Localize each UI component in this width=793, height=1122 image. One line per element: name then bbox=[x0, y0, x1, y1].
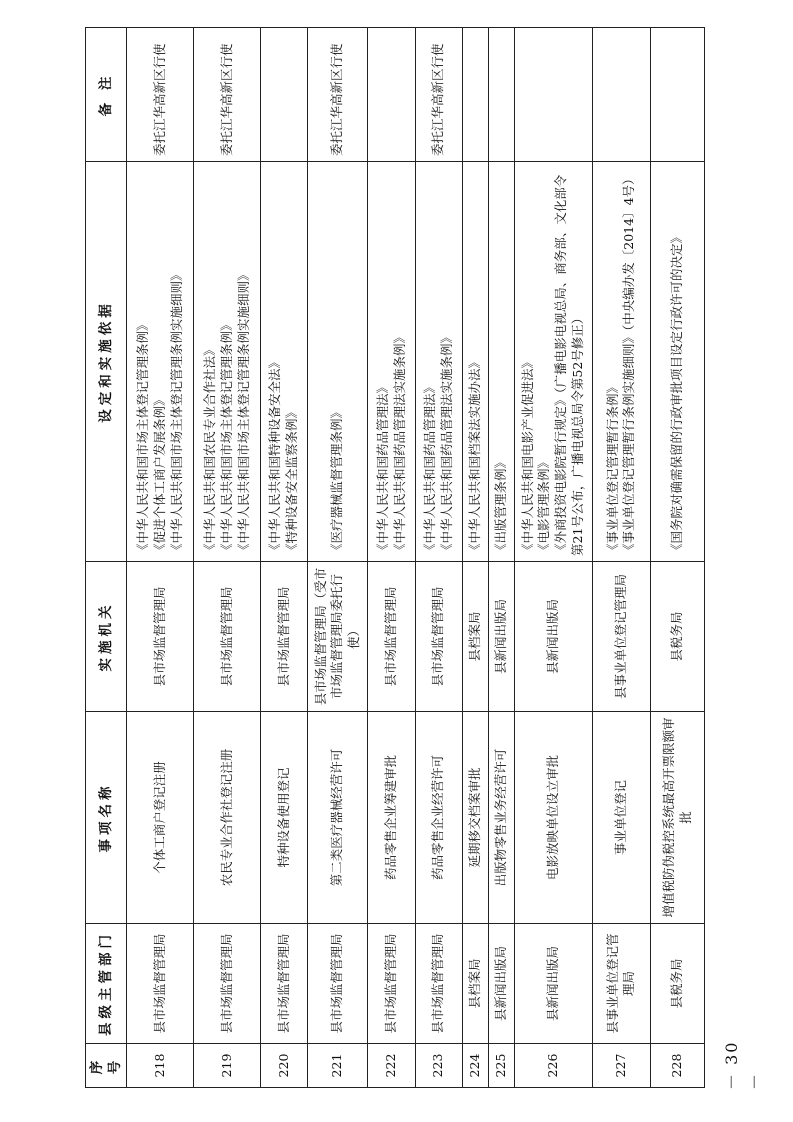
row-note bbox=[463, 28, 489, 162]
table-row bbox=[368, 28, 415, 1088]
row-basis: 《医疗器械监督管理条例》 bbox=[308, 162, 368, 562]
header-no: 序号 bbox=[86, 1044, 127, 1088]
row-number: 223 bbox=[415, 1044, 462, 1088]
row-number: 218 bbox=[127, 1044, 194, 1088]
row-number: 220 bbox=[261, 1044, 308, 1088]
row-dept: 县市场监督管理局 bbox=[308, 924, 368, 1044]
table-row bbox=[127, 28, 194, 1088]
row-agency: 县档案局 bbox=[463, 562, 489, 712]
row-number: 224 bbox=[463, 1044, 489, 1088]
row-agency: 县税务局 bbox=[651, 562, 705, 712]
row-item: 个体工商户登记注册 bbox=[127, 712, 194, 924]
table-row bbox=[592, 28, 650, 1088]
row-number: 225 bbox=[488, 1044, 514, 1088]
row-basis: 《中华人民共和国市场主体登记管理条例》 《促进个体工商户发展条例》 《中华人民共和国市场主体登记管理条例实施细则》 bbox=[127, 162, 194, 562]
row-agency: 县市场监督管理局 bbox=[368, 562, 415, 712]
table-header-row bbox=[86, 28, 127, 1088]
row-number: 222 bbox=[368, 1044, 415, 1088]
row-dept: 县市场监督管理局 bbox=[194, 924, 261, 1044]
row-dept: 县事业单位登记管理局 bbox=[592, 924, 650, 1044]
row-dept: 县市场监督管理局 bbox=[368, 924, 415, 1044]
row-item: 第二类医疗器械经营许可 bbox=[308, 712, 368, 924]
table-row bbox=[261, 28, 308, 1088]
row-agency: 县市场监督管理局 bbox=[261, 562, 308, 712]
row-basis: 《事业单位登记管理暂行条例》 《事业单位登记管理暂行条例实施细则》（中央编办发〔2014〕4号） bbox=[592, 162, 650, 562]
row-item: 增值税防伪税控系统最高开票限额审批 bbox=[651, 712, 705, 924]
rotated-table-wrapper bbox=[85, 28, 705, 1098]
row-item: 出版物零售业务经营许可 bbox=[488, 712, 514, 924]
row-note bbox=[261, 28, 308, 162]
row-dept: 县档案局 bbox=[463, 924, 489, 1044]
header-basis: 设定和实施依据 bbox=[86, 162, 127, 562]
row-agency: 县新闻出版局 bbox=[488, 562, 514, 712]
row-note: 委托江华高新区行使 bbox=[415, 28, 462, 162]
row-number: 227 bbox=[592, 1044, 650, 1088]
row-note bbox=[514, 28, 592, 162]
row-basis: 《中华人民共和国档案法实施办法》 bbox=[463, 162, 489, 562]
table-row bbox=[415, 28, 462, 1088]
row-item: 农民专业合作社登记注册 bbox=[194, 712, 261, 924]
page-number: － 30 － bbox=[722, 1040, 764, 1090]
row-basis: 《中华人民共和国药品管理法》 《中华人民共和国药品管理法实施条例》 bbox=[415, 162, 462, 562]
table-row bbox=[488, 28, 514, 1088]
header-dept: 县级主管部门 bbox=[86, 924, 127, 1044]
table-row bbox=[308, 28, 368, 1088]
row-item: 事业单位登记 bbox=[592, 712, 650, 924]
row-basis: 《中华人民共和国特种设备安全法》 《特种设备安全监察条例》 bbox=[261, 162, 308, 562]
row-item: 延期移交档案审批 bbox=[463, 712, 489, 924]
row-number: 219 bbox=[194, 1044, 261, 1088]
row-item: 特种设备使用登记 bbox=[261, 712, 308, 924]
row-number: 228 bbox=[651, 1044, 705, 1088]
row-note: 委托江华高新区行使 bbox=[194, 28, 261, 162]
table-row bbox=[194, 28, 261, 1088]
row-note: 委托江华高新区行使 bbox=[127, 28, 194, 162]
row-dept: 县税务局 bbox=[651, 924, 705, 1044]
row-dept: 县新闻出版局 bbox=[514, 924, 592, 1044]
row-dept: 县市场监督管理局 bbox=[261, 924, 308, 1044]
row-dept: 县市场监督管理局 bbox=[415, 924, 462, 1044]
row-basis: 《国务院对确需保留的行政审批项目设定行政许可的决定》 bbox=[651, 162, 705, 562]
header-note: 备 注 bbox=[86, 28, 127, 162]
row-dept: 县新闻出版局 bbox=[488, 924, 514, 1044]
row-item: 电影放映单位设立审批 bbox=[514, 712, 592, 924]
row-agency: 县事业单位登记管理局 bbox=[592, 562, 650, 712]
admin-licensing-table bbox=[85, 27, 705, 1088]
row-note bbox=[592, 28, 650, 162]
row-agency: 县市场监督管理局 bbox=[194, 562, 261, 712]
row-number: 221 bbox=[308, 1044, 368, 1088]
row-item: 药品零售企业筹建审批 bbox=[368, 712, 415, 924]
header-item: 事项名称 bbox=[86, 712, 127, 924]
row-note bbox=[368, 28, 415, 162]
table-row bbox=[514, 28, 592, 1088]
row-item: 药品零售企业经营许可 bbox=[415, 712, 462, 924]
table-row bbox=[651, 28, 705, 1088]
row-basis: 《中华人民共和国农民专业合作社法》 《中华人民共和国市场主体登记管理条例》 《中华人民共和国市场主体登记管理条例实施细则》 bbox=[194, 162, 261, 562]
row-basis: 《中华人民共和国药品管理法》 《中华人民共和国药品管理法实施条例》 bbox=[368, 162, 415, 562]
row-basis: 《中华人民共和国电影产业促进法》 《电影管理条例》 《外商投资电影院暂行规定》（广播电影电视总局、商务部、文化部令第21号公布，广播电视总局令第52号修正） bbox=[514, 162, 592, 562]
row-agency: 县市场监督管理局（受市市场监督管理局委托行使） bbox=[308, 562, 368, 712]
row-dept: 县市场监督管理局 bbox=[127, 924, 194, 1044]
row-note bbox=[651, 28, 705, 162]
row-note: 委托江华高新区行使 bbox=[308, 28, 368, 162]
row-agency: 县市场监督管理局 bbox=[415, 562, 462, 712]
row-agency: 县市场监督管理局 bbox=[127, 562, 194, 712]
header-agency: 实施机关 bbox=[86, 562, 127, 712]
row-note bbox=[488, 28, 514, 162]
row-agency: 县新闻出版局 bbox=[514, 562, 592, 712]
row-basis: 《出版管理条例》 bbox=[488, 162, 514, 562]
table-sheet bbox=[85, 28, 705, 1088]
row-number: 226 bbox=[514, 1044, 592, 1088]
table-row bbox=[463, 28, 489, 1088]
